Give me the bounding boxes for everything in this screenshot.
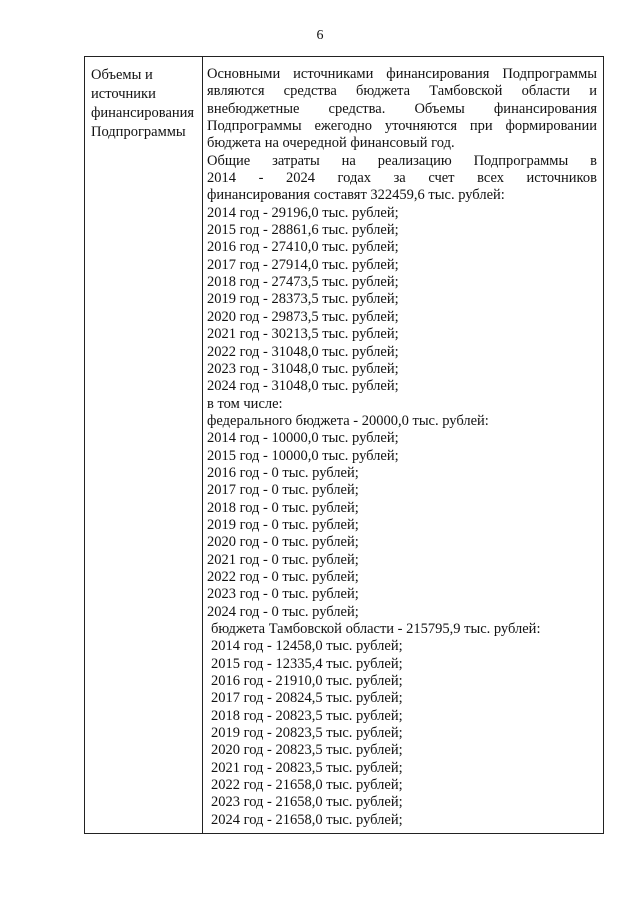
year-amount-line: 2021 год - 0 тыс. рублей; (207, 551, 359, 568)
row-label-line: источники (91, 86, 156, 102)
financing-details-cell (207, 66, 597, 829)
year-amount-line: 2018 год - 0 тыс. рублей; (207, 499, 359, 516)
year-amount-line: 2016 год - 21910,0 тыс. рублей; (211, 673, 403, 690)
year-amount-line: 2014 год - 29196,0 тыс. рублей; (207, 204, 399, 221)
year-amount-line: 2022 год - 0 тыс. рублей; (207, 568, 359, 585)
row-label-line: Подпрограммы (91, 124, 186, 140)
year-amount-line: 2024 год - 21658,0 тыс. рублей; (211, 811, 403, 828)
year-amount-line: 2023 год - 31048,0 тыс. рублей; (207, 360, 399, 377)
year-amount-line: 2014 год - 12458,0 тыс. рублей; (211, 638, 403, 655)
financing-table (84, 56, 604, 834)
including-label: в том числе: (207, 395, 283, 412)
word: на (341, 152, 356, 169)
year-amount-line: 2014 год - 10000,0 тыс. рублей; (207, 430, 399, 447)
word: счет (428, 170, 455, 187)
total-paragraph-line-2 (207, 170, 597, 187)
word: за (393, 170, 406, 187)
page-number: 6 (316, 28, 324, 43)
word: в (590, 152, 597, 169)
word: затраты (272, 152, 320, 169)
federal-by-year-list (207, 430, 597, 621)
row-label-cell (85, 57, 203, 833)
word: всех (477, 170, 504, 187)
year-amount-line: 2023 год - 0 тыс. рублей; (207, 586, 359, 603)
word: Общие (207, 152, 251, 169)
year-amount-line: 2019 год - 0 тыс. рублей; (207, 516, 359, 533)
federal-budget-heading: федерального бюджета - 20000,0 тыс. рублей: (207, 412, 489, 429)
year-amount-line: 2016 год - 0 тыс. рублей; (207, 464, 359, 481)
word: 2024 (285, 170, 315, 187)
year-amount-line: 2018 год - 27473,5 тыс. рублей; (207, 274, 399, 291)
year-amount-line: 2020 год - 20823,5 тыс. рублей; (211, 742, 403, 759)
word: - (258, 170, 264, 187)
word: 2014 (207, 170, 236, 187)
total-paragraph-line-1 (207, 153, 597, 170)
year-amount-line: 2024 год - 31048,0 тыс. рублей; (207, 378, 399, 395)
row-label-line: Объемы и (91, 67, 153, 83)
word: источников (526, 170, 597, 187)
year-amount-line: 2017 год - 27914,0 тыс. рублей; (207, 256, 399, 273)
year-amount-line: 2015 год - 28861,6 тыс. рублей; (207, 222, 399, 239)
year-amount-line: 2015 год - 12335,4 тыс. рублей; (211, 655, 403, 672)
year-amount-line: 2020 год - 29873,5 тыс. рублей; (207, 308, 399, 325)
year-amount-line: 2023 год - 21658,0 тыс. рублей; (211, 794, 403, 811)
year-amount-line: 2019 год - 28373,5 тыс. рублей; (207, 291, 399, 308)
year-amount-line: 2021 год - 20823,5 тыс. рублей; (211, 759, 403, 776)
year-amount-line: 2016 год - 27410,0 тыс. рублей; (207, 239, 399, 256)
word: Подпрограммы (473, 152, 569, 169)
row-label-line: финансирования (91, 105, 195, 121)
year-amount-line: 2017 год - 0 тыс. рублей; (207, 482, 359, 499)
year-amount-line: 2022 год - 21658,0 тыс. рублей; (211, 777, 403, 794)
year-amount-line: 2022 год - 31048,0 тыс. рублей; (207, 343, 399, 360)
intro-paragraph: Основными источниками финансирования Подпрограммы являются средства бюджета Тамбовской области и внебюджетные средства. Объемы финансирования Подпрограммы ежегодно уточняются при формировании бюджета на очередной финансовый год. (207, 66, 597, 152)
regional-budget-heading: бюджета Тамбовской области - 215795,9 тыс. рублей: (211, 621, 541, 637)
year-amount-line: 2017 год - 20824,5 тыс. рублей; (211, 690, 403, 707)
year-amount-line: 2019 год - 20823,5 тыс. рублей; (211, 725, 403, 742)
year-amount-line: 2020 год - 0 тыс. рублей; (207, 534, 359, 551)
total-paragraph-line-3: финансирования составят 322459,6 тыс. рублей: (207, 187, 505, 204)
year-amount-line: 2024 год - 0 тыс. рублей; (207, 603, 359, 620)
word: годах (337, 170, 372, 187)
year-amount-line: 2018 год - 20823,5 тыс. рублей; (211, 707, 403, 724)
regional-by-year-list (207, 638, 597, 829)
word: реализацию (377, 152, 452, 169)
year-amount-line: 2015 год - 10000,0 тыс. рублей; (207, 447, 399, 464)
total-by-year-list (207, 205, 597, 396)
year-amount-line: 2021 год - 30213,5 тыс. рублей; (207, 326, 399, 343)
